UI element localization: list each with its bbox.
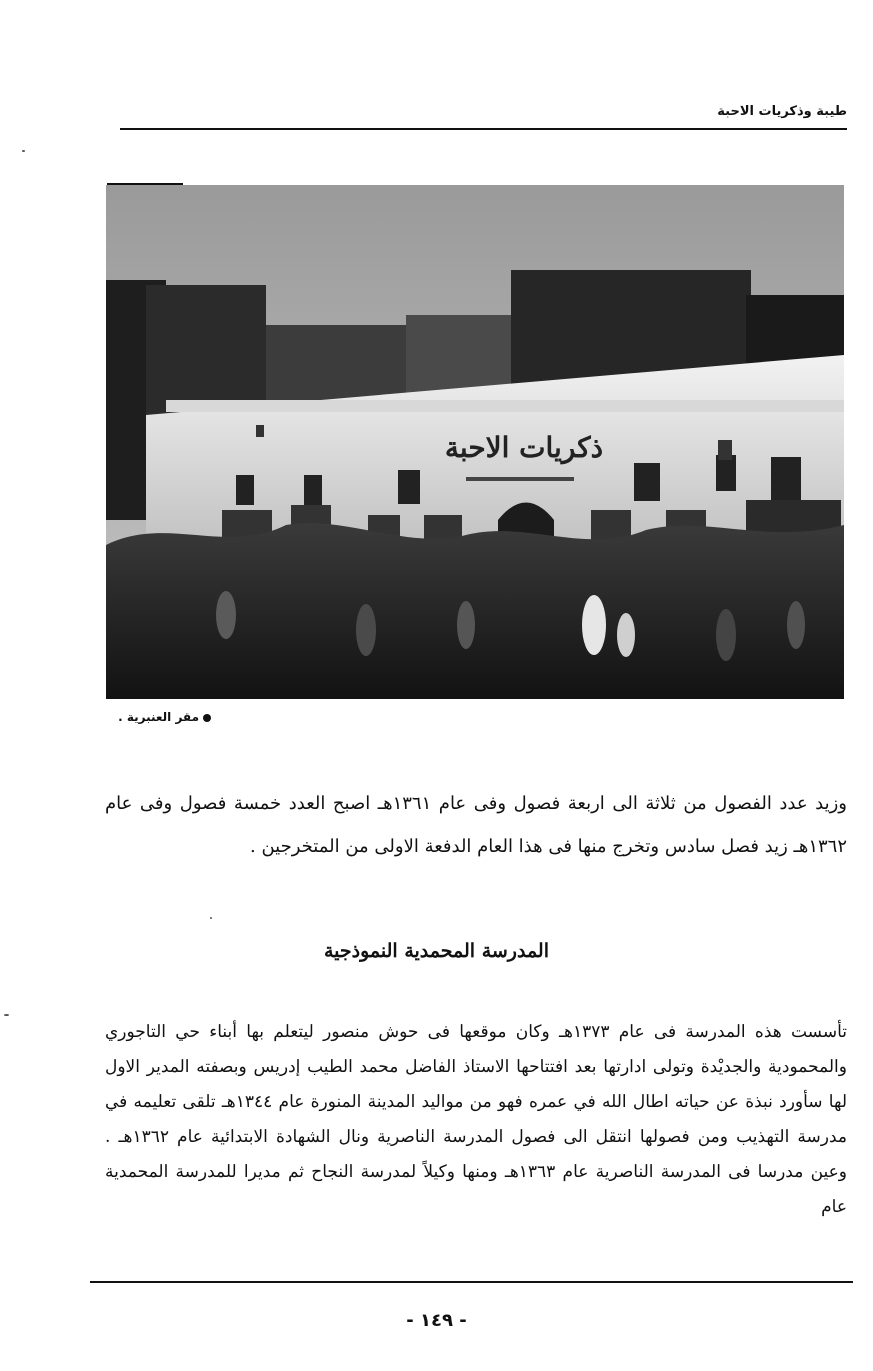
scan-speck xyxy=(4,1014,9,1016)
page-number: - ١٤٩ - xyxy=(406,1310,467,1331)
scan-speck xyxy=(210,917,212,919)
scan-speck xyxy=(22,150,25,152)
running-head xyxy=(120,104,847,130)
photo-caption-text: مقر العنبرية . xyxy=(118,710,199,724)
building-photo xyxy=(106,185,844,699)
photo-sign-text: ذكريات الاحبة xyxy=(444,431,604,464)
photo-caption xyxy=(118,710,211,724)
running-head-title: طيبة وذكريات الاحبة xyxy=(717,104,847,119)
section-heading: المدرسة المحمدية النموذجية xyxy=(323,940,549,962)
body-paragraph-2: تأسست هذه المدرسة فى عام ١٣٧٣هـ وكان موقعها فى حوش منصور ليتعلم بها أبناء حي التاجوري والمحمودية والجديْدة وتولى ادارتها بعد افتتاحها الاستاذ الفاضل محمد الطيب إدريس وبصفته المدير الاول لها سأورد نبذة عن حياته اطال الله في عمره فهو من مواليد المدينة المنورة عام ١٣٤٤هـ تلقى تعليمه في مدرسة التهذيب ومن فصولها انتقل الى فصول المدرسة الناصرية ونال الشهادة الابتدائية عام ١٣٦٢هـ . وعين مدرسا فى المدرسة الناصرية عام ١٣٦٣هـ ومنها وكيلاً لمدرسة النجاح ثم مديرا للمدرسة المحمدية عام xyxy=(105,1022,847,1217)
footer-rule xyxy=(90,1281,853,1283)
body-paragraph-1: وزيد عدد الفصول من ثلاثة الى اربعة فصول وفى عام ١٣٦١هـ اصبح العدد خمسة فصول وفى عام ١٣٦٢هـ زيد فصل سادس وتخرج منها فى هذا العام الدفعة الاولى من المتخرجين . xyxy=(105,793,847,857)
bullet-icon xyxy=(203,714,211,722)
